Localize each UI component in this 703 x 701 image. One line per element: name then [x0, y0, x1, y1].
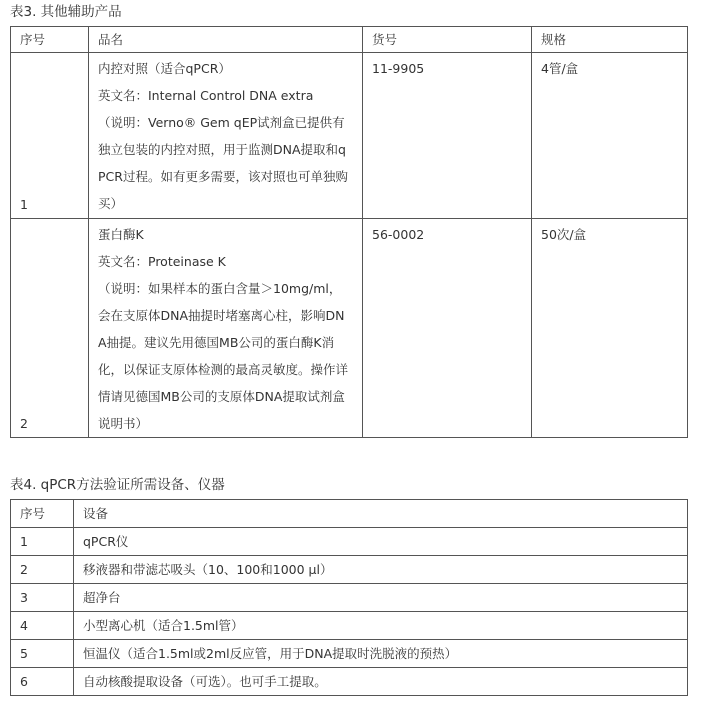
product-name-line: 内控对照（适合qPCR） — [98, 61, 231, 76]
header-device: 设备 — [74, 500, 688, 528]
product-name-line: 独立包装的内控对照，用于监测DNA提取和q — [98, 142, 346, 157]
header-specification: 规格 — [532, 27, 688, 53]
table-row — [11, 668, 688, 696]
device-cell: 小型离心机（适合1.5ml管） — [74, 612, 688, 640]
product-name-line: 化，以保证支原体检测的最高灵敏度。操作详 — [98, 362, 349, 377]
auxiliary-products-table — [10, 26, 688, 438]
table-row — [11, 53, 688, 219]
device-cell: 移液器和带滤芯吸头（10、100和1000 µl） — [74, 556, 688, 584]
table-row — [11, 584, 688, 612]
header-product-name: 品名 — [89, 27, 363, 53]
product-name-line: 买） — [98, 196, 124, 211]
product-name-line: 说明书） — [98, 416, 149, 431]
table3-header-row — [11, 27, 688, 53]
device-cell: 恒温仪（适合1.5ml或2ml反应管，用于DNA提取时洗脱液的预热） — [74, 640, 688, 668]
table4-caption: 表4. qPCR方法验证所需设备、仪器 — [10, 477, 225, 493]
product-name-cell — [89, 53, 363, 219]
device-cell: qPCR仪 — [74, 528, 688, 556]
header-seq: 序号 — [11, 500, 74, 528]
header-seq: 序号 — [11, 27, 89, 53]
row-seq: 6 — [11, 668, 74, 696]
product-name-line: 英文名：Internal Control DNA extra — [98, 88, 314, 103]
header-catalog-number: 货号 — [363, 27, 532, 53]
row-seq: 2 — [11, 556, 74, 584]
table3-caption: 表3. 其他辅助产品 — [10, 4, 122, 20]
product-name-line: （说明：Verno® Gem qEP试剂盒已提供有 — [98, 115, 345, 130]
product-name-line: 会在支原体DNA抽提时堵塞离心柱，影响DN — [98, 308, 345, 323]
product-name-line: （说明：如果样本的蛋白含量＞10mg/ml， — [98, 281, 342, 296]
product-name-line: 蛋白酶K — [98, 227, 144, 242]
catalog-number-cell: 56-0002 — [363, 219, 532, 438]
table-row — [11, 219, 688, 438]
table-row — [11, 612, 688, 640]
product-name-line: 英文名：Proteinase K — [98, 254, 226, 269]
specification-cell: 50次/盒 — [532, 219, 688, 438]
product-name-line: PCR过程。如有更多需要，该对照也可单独购 — [98, 169, 348, 184]
specification-cell: 4管/盒 — [532, 53, 688, 219]
product-name-line: 情请见德国MB公司的支原体DNA提取试剂盒 — [98, 389, 345, 404]
catalog-number-cell: 11-9905 — [363, 53, 532, 219]
row-seq: 5 — [11, 640, 74, 668]
row-seq: 3 — [11, 584, 74, 612]
row-seq: 2 — [11, 219, 89, 438]
row-seq: 1 — [11, 53, 89, 219]
row-seq: 1 — [11, 528, 74, 556]
equipment-table — [10, 499, 688, 696]
table4-header-row — [11, 500, 688, 528]
table-row — [11, 640, 688, 668]
device-cell: 自动核酸提取设备（可选）。也可手工提取。 — [74, 668, 688, 696]
row-seq: 4 — [11, 612, 74, 640]
table-row — [11, 556, 688, 584]
table-row — [11, 528, 688, 556]
product-name-cell — [89, 219, 363, 438]
device-cell: 超净台 — [74, 584, 688, 612]
product-name-line: A抽提。建议先用德国MB公司的蛋白酶K消 — [98, 335, 335, 350]
